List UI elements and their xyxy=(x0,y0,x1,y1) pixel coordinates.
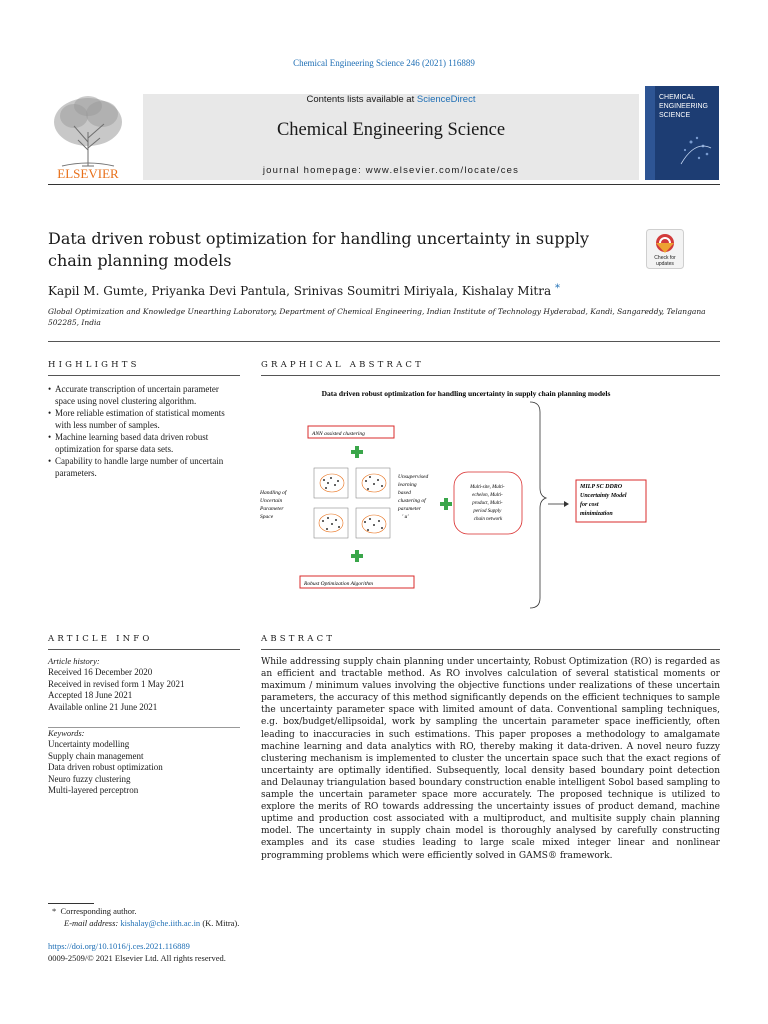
highlight-item: • Machine learning based data driven robust optimization for sparse data sets. xyxy=(48,431,228,455)
keyword-item: Data driven robust optimization xyxy=(48,762,163,772)
graphical-abstract-heading: GRAPHICAL ABSTRACT xyxy=(261,360,424,370)
abstract-heading: ABSTRACT xyxy=(261,634,336,644)
elsevier-logo xyxy=(48,92,128,182)
email-footnote xyxy=(64,918,239,928)
footnote-rule xyxy=(48,903,94,904)
ga-plus-icon xyxy=(351,446,363,458)
article-info-heading: ARTICLE INFO xyxy=(48,634,153,644)
affiliation: Global Optimization and Knowledge Unearthing Laboratory, Department of Chemical Engineering, Indian Institute of Technology Hyderabad, Kandi, Sangareddy, Telangana 502285, India xyxy=(48,307,706,327)
graphical-abstract-figure xyxy=(258,382,720,610)
corresponding-text: Corresponding author. xyxy=(60,906,137,916)
contents-line xyxy=(143,94,639,105)
corresponding-footnote xyxy=(52,906,137,916)
ga-handling-label: Handling of Uncertain Parameter Space xyxy=(260,490,287,520)
abstract-body: While addressing supply chain planning under uncertainty, Robust Optimization (RO) is regarded as an efficient and tractable method. As RO involves calculation of several statistical moments or maximum / minimum values involving the objective functions under realizations of these uncertain parameters, the accuracy of this method significantly depends on the efficient techniques to sample the uncertainty parameter space with limited amount of data. Conventional sampling techniques, e.g. box/budget/ellipsoidal, work by sampling the uncertain parameter space inefficiently, often leading to inaccuracies in such estimations. This paper proposes a methodology to amalgamate machine learning and data analytics with RO, thereby making it data-driven. A novel neuro fuzzy clustering mechanism is implemented to cluster the uncertain space such that the exact regions of uncertainty are optimally identified. Subsequently, local density based boundary point detection and Delaunay triangulation based boundary construction enable intelligent Sobol based sampling to sample the uncertain parameter space more accurately. The proposed technique is utilized to explore the merits of RO towards addressing the uncertainty issues of product demand, machine uptime and production cost associated with a multiproduct, and multisite supply chain planning model. The uncertainty in supply chain model is thoroughly analysed by carefully constructing examples and its case studies leading to large scale mixed integer linear and nonlinear programming problems which were efficiently solved in GAMS® framework. xyxy=(261,657,720,861)
keyword-item: Multi-layered perceptron xyxy=(48,785,139,795)
ga-cluster-plots xyxy=(314,468,390,538)
corresponding-author-mark[interactable]: * xyxy=(554,283,560,294)
email-link[interactable]: kishalay@che.iith.ac.in xyxy=(120,918,201,928)
highlight-item: • Capability to handle large number of uncertain parameters. xyxy=(48,455,228,479)
ga-unsupervised-label: Unsupervised learning based clustering of parameter ' u' xyxy=(398,474,429,520)
history-list xyxy=(48,667,248,713)
copyright-notice: 0009-2509/© 2021 Elsevier Ltd. All rights reserved. xyxy=(48,953,226,963)
cover-title: CHEMICAL ENGINEERING SCIENCE xyxy=(659,94,709,119)
journal-reference[interactable]: Chemical Engineering Science 246 (2021) 116889 xyxy=(293,58,475,68)
ga-multisite-label: Multi-site, Multi- echelon, Multi- product, Multi- period Supply chain network xyxy=(470,485,505,522)
doi-link[interactable]: https://doi.org/10.1016/j.ces.2021.116889 xyxy=(48,941,190,951)
affiliation-rule xyxy=(48,341,720,342)
keywords-list xyxy=(48,739,248,797)
contents-prefix: Contents lists available at xyxy=(306,94,417,105)
journal-cover[interactable] xyxy=(645,86,719,180)
header-rule xyxy=(48,184,720,185)
check-updates-label: Check for updates xyxy=(654,255,676,267)
graphical-abstract-rule xyxy=(261,375,720,376)
journal-name: Chemical Engineering Science xyxy=(276,120,506,140)
footnote-mark: * xyxy=(52,906,57,916)
keywords-label: Keywords: xyxy=(48,728,85,738)
history-item: Received in revised form 1 May 2021 xyxy=(48,678,185,689)
keyword-item: Neuro fuzzy clustering xyxy=(48,773,131,784)
cover-graphic xyxy=(645,86,719,180)
elsevier-tree-icon xyxy=(48,92,128,182)
highlights-rule xyxy=(48,375,240,376)
ga-ann-label: ANN assisted clustering xyxy=(312,431,365,437)
ga-bracket xyxy=(530,402,546,608)
highlight-item: • More reliable estimation of statistical moments with less number of samples. xyxy=(48,407,228,431)
email-suffix: (K. Mitra). xyxy=(202,918,240,928)
keyword-item: Uncertainty modelling xyxy=(48,739,130,749)
author-list xyxy=(48,283,560,298)
ga-arrow-head xyxy=(564,501,569,507)
ga-plus-icon xyxy=(440,498,452,510)
history-label: Article history: xyxy=(48,656,100,666)
history-item: Accepted 18 June 2021 xyxy=(48,690,133,700)
email-label: E-mail address: xyxy=(64,918,119,928)
keyword-item: Supply chain management xyxy=(48,750,144,761)
article-info-rule xyxy=(48,649,240,650)
publisher-wordmark: ELSEVIER xyxy=(57,166,119,181)
ga-robust-label: Robust Optimization Algorithm xyxy=(304,581,373,587)
highlights-list xyxy=(48,383,228,479)
sciencedirect-link[interactable]: ScienceDirect xyxy=(416,94,476,105)
check-for-updates-badge[interactable] xyxy=(646,229,684,269)
highlight-item: • Accurate transcription of uncertain parameter space using novel clustering algorithm. xyxy=(48,383,228,407)
paper-title: Data driven robust optimization for handling uncertainty in supply chain planning models xyxy=(48,229,589,270)
abstract-rule xyxy=(261,649,720,650)
ga-figure-title: Data driven robust optimization for handling uncertainty in supply chain planning models xyxy=(321,389,611,398)
ga-milp-label: MILP SC DDRO Uncertainty Model for cost minimization xyxy=(580,484,627,517)
history-item: Available online 21 June 2021 xyxy=(48,701,158,712)
history-item: Received 16 December 2020 xyxy=(48,667,153,677)
ga-plus-icon xyxy=(351,550,363,562)
highlights-heading: HIGHLIGHTS xyxy=(48,360,140,370)
authors-text: Kapil M. Gumte, Priyanka Devi Pantula, Srinivas Soumitri Miriyala, Kishalay Mitra xyxy=(48,284,552,298)
journal-homepage[interactable]: journal homepage: www.elsevier.com/locate/ces xyxy=(262,165,520,176)
